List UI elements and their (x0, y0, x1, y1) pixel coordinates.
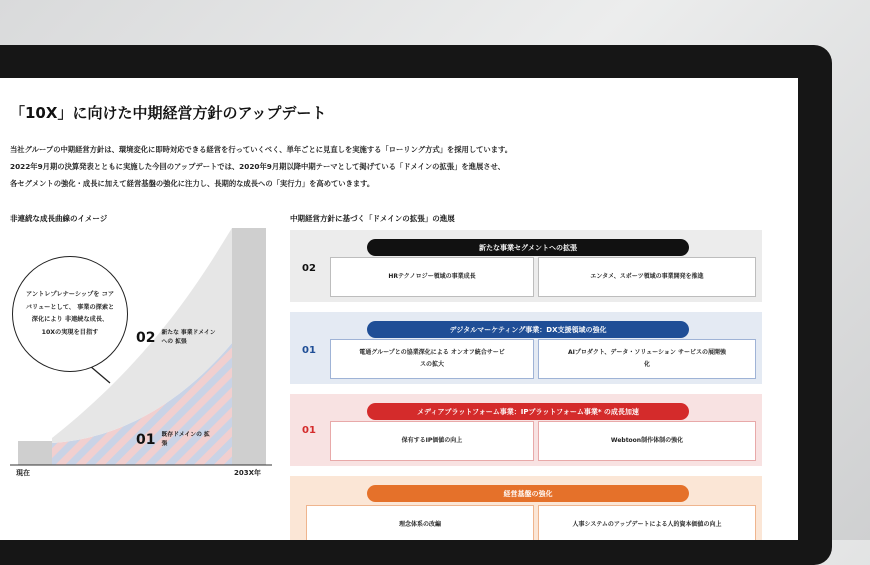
page-title: 「10X」に向けた中期経営方針のアップデート (10, 104, 327, 122)
dentsu-collab-box: 電通グループとの協業深化による オンオフ統合サービスの拡大 (330, 339, 534, 379)
existing-domain-label: 01 既存ドメインの 拡張 (136, 432, 210, 448)
intro-line-2: 2022年9月期の決算発表とともに実施した今回のアップデートでは、2020年9月期以降中期テーマとして掲げている「ドメインの拡張」を進展させ、 (10, 162, 505, 171)
pill-digital-marketing: デジタルマーケティング事業：DX支援領域の強化 (367, 321, 689, 338)
growth-curve-heading: 非連続な成長曲線のイメージ (10, 214, 108, 223)
presentation-screen (0, 78, 798, 540)
new-domain-label: 02 新たな 事業ドメインへの 拡張 (136, 330, 216, 346)
vision-bubble: アントレプレナーシップを コアバリューとして、 事業の探索と深化により 非連続な成長、 10Xの実現を目指す (12, 256, 128, 372)
present-bar (18, 441, 52, 465)
row-digital-marketing (290, 312, 762, 384)
row-number: 01 (302, 345, 316, 356)
row-media-platform (290, 394, 762, 466)
pill-new-segment: 新たな事業セグメントへの拡張 (367, 239, 689, 256)
domain-expansion-heading: 中期経営方針に基づく「ドメインの拡張」の進展 (290, 214, 455, 223)
row-number: 01 (302, 425, 316, 436)
hr-system-box: 人事システムのアップデートによる人的資本価値の向上 (538, 505, 756, 540)
x-axis-end-label: 203X年 (234, 469, 262, 477)
ip-value-box: 保有するIP価値の向上 (330, 421, 534, 461)
row-number: 02 (302, 263, 316, 274)
ai-product-box: AIプロダクト、データ・ソリューション サービスの展開強化 (538, 339, 756, 379)
intro-text (10, 141, 512, 192)
row-new-segment (290, 230, 762, 302)
entertainment-box: エンタメ、スポーツ領域の事業開発を推進 (538, 257, 756, 297)
intro-line-3: 各セグメントの強化・成長に加えて経営基盤の強化に注力し、長期的な成長への「実行力」を高めていきます。 (10, 179, 375, 188)
pill-management-foundation: 経営基盤の強化 (367, 485, 689, 502)
philosophy-box: 理念体系の改編 (306, 505, 534, 540)
x-axis-start-label: 現在 (16, 469, 30, 477)
pill-media-platform: メディアプラットフォーム事業：IPプラットフォーム事業* の成長加速 (367, 403, 689, 420)
hr-tech-box: HRテクノロジー領域の事業成長 (330, 257, 534, 297)
growth-curve-chart (10, 223, 272, 477)
bubble-pointer (90, 366, 110, 383)
webtoon-box: Webtoon制作体制の強化 (538, 421, 756, 461)
future-bar (232, 228, 266, 465)
row-management-foundation (290, 476, 762, 540)
intro-line-1: 当社グループの中期経営方針は、環境変化に即時対応できる経営を行っていくべく、単年ごとに見直しを実施する「ローリング方式」を採用しています。 (10, 145, 513, 154)
domain-expansion-panel (290, 230, 762, 540)
